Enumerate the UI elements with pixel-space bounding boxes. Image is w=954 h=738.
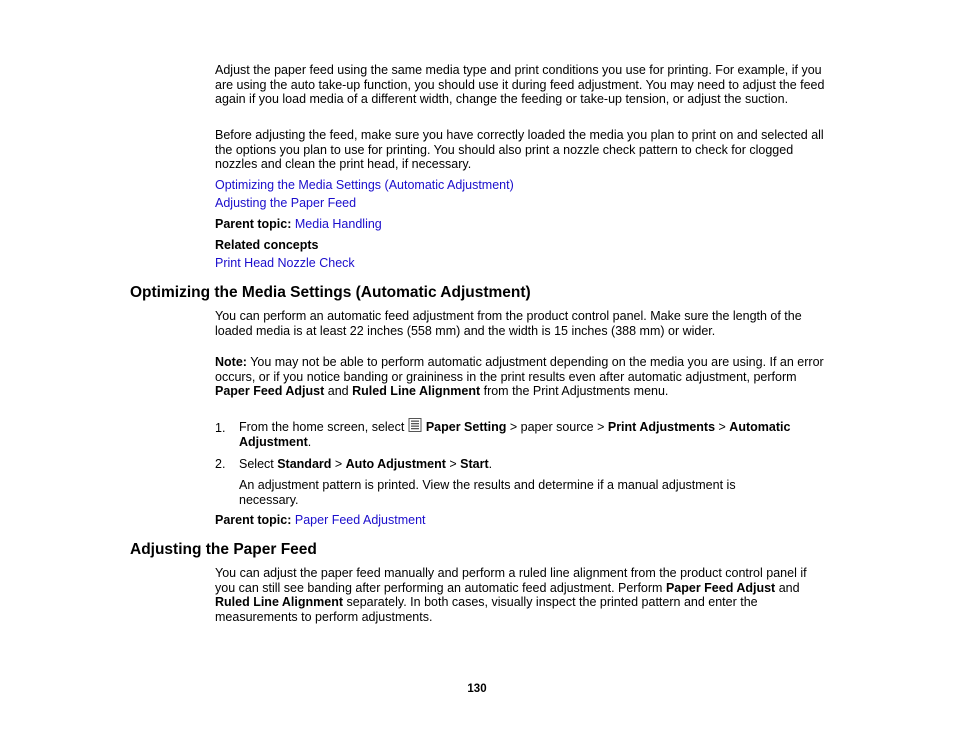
- link-adjusting-paper-feed[interactable]: Adjusting the Paper Feed: [215, 196, 357, 210]
- menu-icon: [408, 418, 422, 432]
- parent-topic-label: Parent topic:: [215, 217, 292, 231]
- related-concepts-label: Related concepts: [215, 238, 319, 252]
- parent-topic-paper-feed: [215, 513, 827, 528]
- link-optimizing-media-settings[interactable]: Optimizing the Media Settings (Automatic Adjustment): [215, 178, 514, 192]
- section-heading-optimizing: Optimizing the Media Settings (Automatic Adjustment): [130, 284, 531, 301]
- note-block: Note: You may not be able to perform automatic adjustment depending on the media you are using. If an error occurs, or if you notice banding or graininess in the print results even after automatic adjustment, perform Paper Feed Adjust and Ruled Line Alignment from the Print Adjustments menu.: [215, 355, 824, 398]
- parent-topic-media-handling: [215, 217, 827, 232]
- link-media-handling[interactable]: Media Handling: [294, 217, 382, 231]
- intro-paragraph-2: Before adjusting the feed, make sure you have correctly loaded the media you plan to print on and selected all the options you plan to use for printing. You should also print a nozzle check pattern to check for clogged nozzles and clean the print head, if necessary.: [215, 128, 824, 171]
- step-2-text: Select Standard > Auto Adjustment > Start.: [239, 457, 493, 471]
- step-2-result: An adjustment pattern is printed. View the results and determine if a manual adjustment is necessary.: [239, 478, 736, 507]
- step-2-number: 2.: [215, 457, 226, 471]
- page-number: 130: [467, 683, 487, 695]
- intro-paragraph-1: Adjust the paper feed using the same media type and print conditions you use for printing. For example, if you are using the auto take-up function, you should use it during feed adjustment. You may need to adjust the feed again if you load media of a different width, change the feeding or take-up tension, or adjust the suction.: [215, 63, 825, 106]
- section-heading-adjusting: Adjusting the Paper Feed: [130, 541, 317, 558]
- step-1-number: 1.: [215, 421, 226, 435]
- section2-paragraph: You can adjust the paper feed manually and perform a ruled line alignment from the product control panel if you can still see banding after performing an automatic feed adjustment. Perform Paper Feed Adjust and Ruled Line Alignment separately. In both cases, visually inspect the printed pattern and enter the measurements to perform adjustments.: [215, 566, 807, 624]
- section1-paragraph: You can perform an automatic feed adjustment from the product control panel. Make sure the length of the loaded media is at least 22 inches (558 mm) and the width is 15 inches (388 mm) or wider.: [215, 309, 802, 338]
- parent-topic-label: Parent topic:: [215, 513, 292, 527]
- link-paper-feed-adjustment[interactable]: Paper Feed Adjustment: [294, 513, 426, 527]
- note-label: Note:: [215, 355, 247, 369]
- link-print-head-nozzle-check[interactable]: Print Head Nozzle Check: [215, 256, 355, 270]
- step-1-text: From the home screen, select Paper Setting > paper source > Print Adjustments > Automatic Adjustment.: [239, 420, 791, 449]
